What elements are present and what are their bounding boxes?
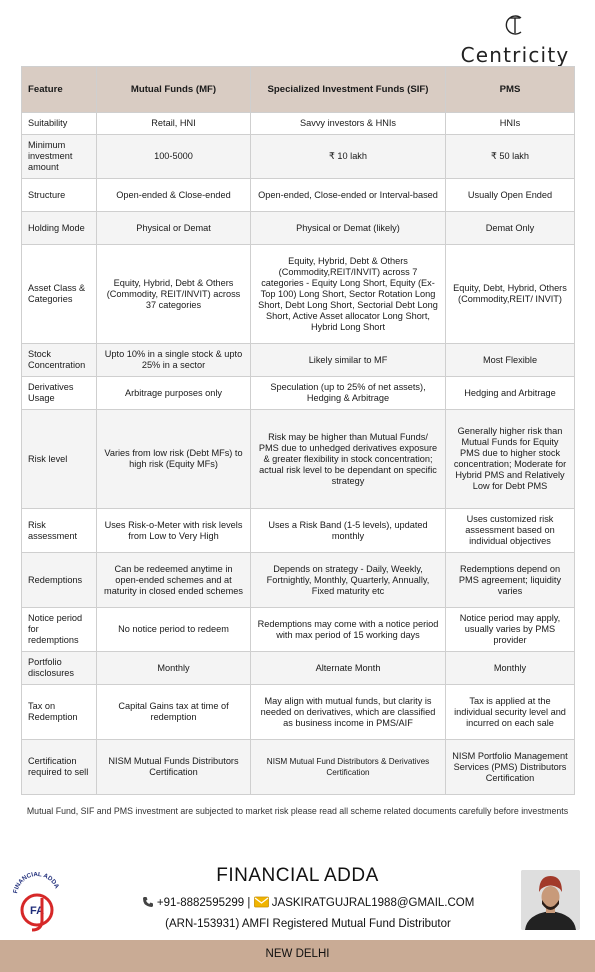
header-sif: Specialized Investment Funds (SIF) [251, 67, 446, 113]
footer [0, 838, 595, 972]
row-pms: HNIs [446, 113, 575, 135]
row-pms: Hedging and Arbitrage [446, 377, 575, 410]
row-feature: Risk assessment [22, 509, 97, 553]
row-pms: Demat Only [446, 212, 575, 245]
row-feature: Suitability [22, 113, 97, 135]
phone-icon [142, 896, 154, 908]
row-sif: Risk may be higher than Mutual Funds/ PMS due to unhedged derivatives exposure & greater flexibility in stock concentration; actual risk level to be dependant on specific strategy [251, 410, 446, 509]
row-feature: Certification required to sell [22, 740, 97, 795]
row-mf: Monthly [97, 652, 251, 685]
logo-initials: FA [29, 905, 45, 917]
row-pms: Redemptions depend on PMS agreement; liquidity varies [446, 553, 575, 608]
row-mf: Open-ended & Close-ended [97, 179, 251, 212]
row-sif: Alternate Month [251, 652, 446, 685]
row-pms: Usually Open Ended [446, 179, 575, 212]
row-mf: No notice period to redeem [97, 608, 251, 652]
row-feature: Structure [22, 179, 97, 212]
row-feature: Holding Mode [22, 212, 97, 245]
row-feature: Asset Class & Categories [22, 245, 97, 344]
row-pms: Tax is applied at the individual security level and incurred on each sale [446, 685, 575, 740]
row-sif: May align with mutual funds, but clarity is needed on derivatives, which are classified as business income in PMS/AIF [251, 685, 446, 740]
row-mf: Upto 10% in a single stock & upto 25% in a sector [97, 344, 251, 377]
comparison-table [21, 66, 575, 795]
row-mf: Varies from low risk (Debt MFs) to high risk (Equity MFs) [97, 410, 251, 509]
footer-title: FINANCIAL ADDA [216, 865, 379, 886]
table-row [22, 652, 575, 685]
city-bar: NEW DELHI [0, 940, 595, 972]
row-feature: Minimum investment amount [22, 135, 97, 179]
row-pms: Most Flexible [446, 344, 575, 377]
row-pms: NISM Portfolio Management Services (PMS) Distributors Certification [446, 740, 575, 795]
row-feature: Tax on Redemption [22, 685, 97, 740]
logo-arc-text: FINANCIAL ADDA [12, 872, 61, 894]
row-sif: Savvy investors & HNIs [251, 113, 446, 135]
row-mf: Uses Risk-o-Meter with risk levels from Low to Very High [97, 509, 251, 553]
email-address[interactable]: JASKIRATGUJRAL1988@GMAIL.COM [271, 897, 475, 909]
row-pms: ₹ 50 lakh [446, 135, 575, 179]
row-sif: Open-ended, Close-ended or Interval-based [251, 179, 446, 212]
row-mf: Retail, HNI [97, 113, 251, 135]
row-feature: Notice period for redemptions [22, 608, 97, 652]
table-header-row [22, 67, 575, 113]
row-mf: 100-5000 [97, 135, 251, 179]
table-row [22, 135, 575, 179]
avatar [521, 870, 580, 930]
row-sif: ₹ 10 lakh [251, 135, 446, 179]
person-photo-icon [521, 870, 580, 930]
row-feature: Redemptions [22, 553, 97, 608]
table-row [22, 553, 575, 608]
header-pms: PMS [446, 67, 575, 113]
table-row [22, 740, 575, 795]
row-mf: Capital Gains tax at time of redemption [97, 685, 251, 740]
row-sif: Uses a Risk Band (1-5 levels), updated monthly [251, 509, 446, 553]
row-pms: Monthly [446, 652, 575, 685]
row-mf: Equity, Hybrid, Debt & Others (Commodity, REIT/INVIT) across 37 categories [97, 245, 251, 344]
row-feature: Derivatives Usage [22, 377, 97, 410]
contact-line [118, 896, 498, 909]
row-sif: Depends on strategy - Daily, Weekly, Fortnightly, Monthly, Quarterly, Annually, Fixed maturity etc [251, 553, 446, 608]
row-sif: Physical or Demat (likely) [251, 212, 446, 245]
email-icon [254, 896, 269, 908]
comparison-table-wrap [21, 66, 574, 795]
row-sif: Equity, Hybrid, Debt & Others (Commodity,REIT/INVIT) across 7 categories - Equity Long Short, Equity (Ex-Top 100) Long Short, Sector Rotation Long Short, Debt Long Short, Sectorial Debt Long Short, Active Asset allocator Long Short, Hybrid Long Short [251, 245, 446, 344]
phone-number[interactable]: +91-8882595299 [156, 897, 245, 909]
row-pms: Equity, Debt, Hybrid, Others (Commodity,REIT/ INVIT) [446, 245, 575, 344]
row-mf: Can be redeemed anytime in open-ended schemes and at maturity in closed ended schemes [97, 553, 251, 608]
row-sif: NISM Mutual Fund Distributors & Derivatives Certification [251, 740, 446, 795]
header-mf: Mutual Funds (MF) [97, 67, 251, 113]
table-row [22, 179, 575, 212]
table-row [22, 509, 575, 553]
row-sif: Likely similar to MF [251, 344, 446, 377]
row-sif: Redemptions may come with a notice period with max period of 15 working days [251, 608, 446, 652]
table-row [22, 377, 575, 410]
table-row [22, 245, 575, 344]
table-row [22, 212, 575, 245]
row-pms: Generally higher risk than Mutual Funds for Equity PMS due to higher stock concentration; Moderate for Hybrid PMS and Relatively Low for Debt PMS [446, 410, 575, 509]
row-pms: Uses customized risk assessment based on individual objectives [446, 509, 575, 553]
brand-name: Centricity [460, 43, 570, 67]
brand-logo [455, 14, 575, 66]
row-pms: Notice period may apply, usually varies by PMS provider [446, 608, 575, 652]
table-row [22, 344, 575, 377]
table-row [22, 410, 575, 509]
row-feature: Portfolio disclosures [22, 652, 97, 685]
table-row [22, 608, 575, 652]
table-row [22, 685, 575, 740]
row-mf: Arbitrage purposes only [97, 377, 251, 410]
row-mf: Physical or Demat [97, 212, 251, 245]
arn-registration: (ARN-153931) AMFI Registered Mutual Fund Distributor [165, 918, 451, 930]
row-mf: NISM Mutual Funds Distributors Certification [97, 740, 251, 795]
header-feature: Feature [22, 67, 97, 113]
table-row [22, 113, 575, 135]
centricity-mark-icon [504, 14, 526, 36]
row-feature: Risk level [22, 410, 97, 509]
disclaimer-text: Mutual Fund, SIF and PMS investment are subjected to market risk please read all scheme related documents carefully before investments [26, 806, 569, 816]
row-sif: Speculation (up to 25% of net assets), Hedging & Arbitrage [251, 377, 446, 410]
row-feature: Stock Concentration [22, 344, 97, 377]
contact-separator: | [247, 897, 251, 909]
